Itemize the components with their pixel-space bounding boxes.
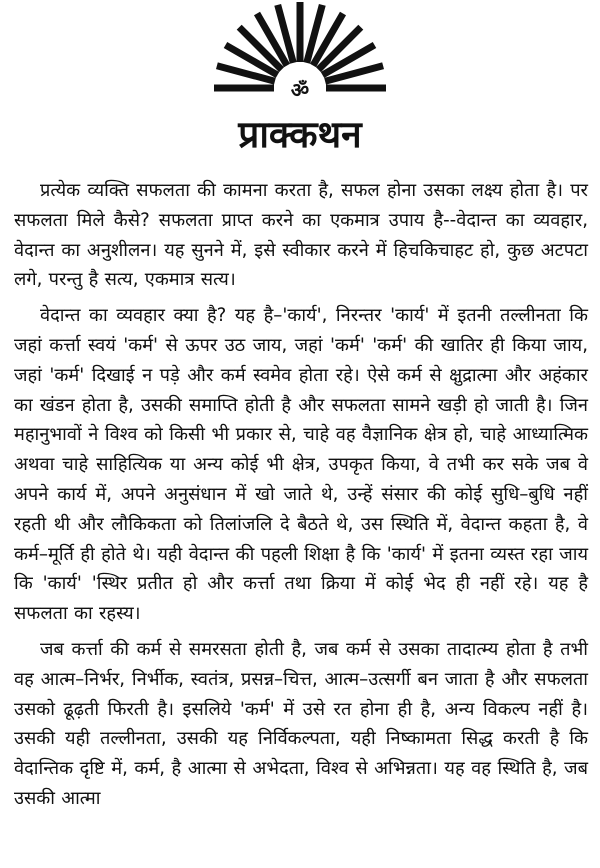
om-sunburst-emblem (0, 0, 600, 110)
sunburst-rays (214, 2, 386, 88)
paragraph-1: प्रत्येक व्यक्ति सफलता की कामना करता है, सफल होना उसका लक्ष्य होता है। पर सफलता मिले कैसे? सफलता प्राप्त करने का एकमात्र उपाय है--वेदान्त का व्यवहार, वेदान्त का अनुशीलन। यह सुनने में, इसे स्वीकार करने में हिचकिचाहट हो, कुछ अटपटा लगे, परन्तु है सत्य, एकमात्र सत्य। (14, 180, 588, 291)
om-symbol: ॐ (290, 78, 310, 102)
paragraph-3: जब कर्त्ता की कर्म से समरसता होती है, जब कर्म से उसका तादात्म्य होता है तभी वह आत्म–निर्भर, निर्भीक, स्वतंत्र, प्रसन्न–चित्त, आत्म–उत्सर्गी बन जाता है और सफलता उसको ढूढ़ती फिरती है। इसलिये 'कर्म' में उसे रत होना ही है, अन्य विकल्प नहीं है। उसकी यही तल्लीनता, उसकी यह निर्विकल्पता, यही निष्कामता सिद्ध करती है कि वेदान्तिक दृष्टि में, कर्म, है आत्मा से अभेदता, विश्व से अभिन्नता। यह वह स्थिति है, जब उसकी आत्मा (14, 638, 588, 809)
paragraph-2: वेदान्त का व्यवहार क्या है? यह है–'कार्य', निरन्तर 'कार्य' में इतनी तल्लीनता कि जहां कर्त्ता स्वयं 'कर्म' से ऊपर उठ जाय, जहां 'कर्म' 'कर्म' की खातिर ही किया जाय, जहां 'कर्म' दिखाई न पड़े और कर्म स्वमेव होता रहे। ऐसे कर्म से क्षुद्रात्मा और अहंकार का खंडन होता है, उसकी समाप्ति होती है और सफलता सामने खड़ी हो जाती है। जिन महानुभावों ने विश्व को किसी भी प्रकार से, चाहे वह वैज्ञानिक क्षेत्र हो, चाहे आध्यात्मिक अथवा चाहे साहित्यिक या अन्य कोई भी क्षेत्र, उपकृत किया, वे तभी कर सके जब वे अपने कार्य में, अपने अनुसंधान में खो जाते थे, उन्हें संसार की कोई सुधि–बुधि नहीं रहती थी और लौकिकता को तिलांजलि दे बैठते थे, उस स्थिति में, वेदान्त कहता है, वे कर्म–मूर्ति ही होते थे। यही वेदान्त की पहली शिक्षा है कि 'कार्य' में इतना व्यस्त रहा जाय कि 'कार्य' 'स्थिर प्रतीत हो और कर्त्ता तथा क्रिया में कोई भेद ही नहीं रहे। यह है सफलता का रहस्य। (14, 305, 588, 625)
page-title: प्राक्कथन (238, 113, 362, 156)
body-text (14, 176, 588, 820)
